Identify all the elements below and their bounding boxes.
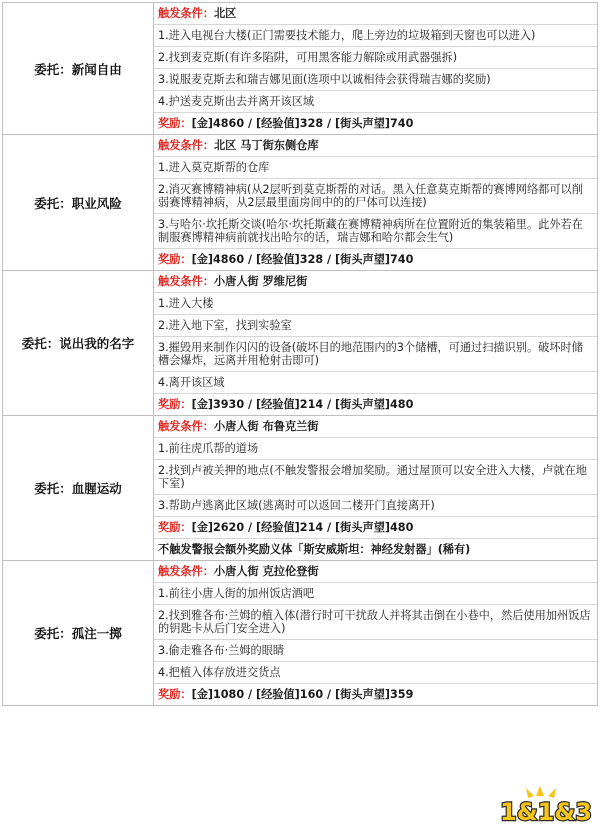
trigger-label: 触发条件： [158, 7, 214, 20]
extra-reward-note: 不触发警报会额外奖励义体「斯安威斯坦：神经发射器」(稀有) [158, 543, 471, 556]
reward-label: 奖励： [158, 398, 192, 411]
gig-row [3, 416, 598, 561]
gig-row [3, 271, 598, 416]
watermark-text: 1&1&3 [500, 798, 592, 826]
step: 3.偷走雅各布·兰姆的眼睛 [154, 640, 597, 662]
step: 1.前往虎爪帮的道场 [154, 438, 597, 460]
step: 1.进入电视台大楼(正门需要技术能力，爬上旁边的垃圾箱到天窗也可以进入) [154, 25, 597, 47]
gig-detail [154, 561, 598, 706]
reward-label: 奖励： [158, 521, 192, 534]
trigger-line [154, 416, 597, 438]
trigger-value: 北区 马丁街东侧仓库 [213, 139, 319, 152]
trigger-value: 小唐人街 罗维尼街 [213, 275, 308, 288]
step: 3.与哈尔·坎托斯交谈(哈尔·坎托斯藏在赛博精神病所在位置附近的集装箱里。此外若在制服赛博精神病前就找出哈尔的话，瑞吉娜和哈尔都会生气) [154, 214, 597, 249]
watermark-logo [498, 782, 594, 826]
step: 1.进入莫克斯帮的仓库 [154, 157, 597, 179]
gig-name: 委托：孤注一掷 [3, 561, 154, 706]
sun-rays-icon [526, 786, 556, 798]
gig-row [3, 3, 598, 135]
step: 4.把植入体存放进交货点 [154, 662, 597, 684]
step: 1.前往小唐人街的加州饭店酒吧 [154, 583, 597, 605]
step: 3.帮助卢逃离此区域(逃离时可以返回二楼开门直接离开) [154, 495, 597, 517]
reward-label: 奖励： [158, 253, 192, 266]
trigger-line [154, 135, 597, 157]
trigger-value: 小唐人街 布鲁克兰街 [213, 420, 319, 433]
reward-line [154, 113, 597, 134]
reward-value: [金]3930 / [经验值]214 / [街头声望]480 [191, 398, 414, 411]
step: 1.进入大楼 [154, 293, 597, 315]
gig-row [3, 561, 598, 706]
trigger-label: 触发条件： [158, 275, 214, 288]
gig-detail [154, 416, 598, 561]
gig-detail [154, 271, 598, 416]
gig-row [3, 135, 598, 271]
gig-detail [154, 135, 598, 271]
trigger-label: 触发条件： [158, 565, 214, 578]
step: 3.说服麦克斯去和瑞吉娜见面(选项中以诚相待会获得瑞吉娜的奖励) [154, 69, 597, 91]
step: 2.进入地下室，找到实验室 [154, 315, 597, 337]
gig-detail [154, 3, 598, 135]
step: 2.找到麦克斯(有许多陷阱，可用黑客能力解除或用武器强拆) [154, 47, 597, 69]
gig-name: 委托：说出我的名字 [3, 271, 154, 416]
reward-label: 奖励： [158, 688, 192, 701]
reward-line [154, 249, 597, 270]
step: 4.护送麦克斯出去并离开该区域 [154, 91, 597, 113]
step: 2.找到雅各布·兰姆的植入体(潜行时可干扰敌人并将其击倒在小巷中，然后使用加州饭店的钥匙卡从后门安全进入) [154, 605, 597, 640]
reward-value: [金]4860 / [经验值]328 / [街头声望]740 [191, 117, 414, 130]
gig-table [2, 2, 598, 706]
trigger-line [154, 3, 597, 25]
trigger-line [154, 561, 597, 583]
reward-value: [金]2620 / [经验值]214 / [街头声望]480 [191, 521, 414, 534]
step: 3.摧毁用来制作闪闪的设备(破坏目的地范围内的3个储槽，可通过扫描识别。破坏时储槽会爆炸，远离并用枪射击即可) [154, 337, 597, 372]
gig-name: 委托：血腥运动 [3, 416, 154, 561]
reward-line [154, 394, 597, 415]
reward-line [154, 684, 597, 705]
reward-value: [金]1080 / [经验值]160 / [街头声望]359 [191, 688, 414, 701]
gig-name: 委托：职业风险 [3, 135, 154, 271]
trigger-label: 触发条件： [158, 139, 214, 152]
gig-name: 委托：新闻自由 [3, 3, 154, 135]
reward-label: 奖励： [158, 117, 192, 130]
step: 2.消灭赛博精神病(从2层听到莫克斯帮的对话。黑入任意莫克斯帮的赛博网络都可以削弱赛博精神病，从2层最里面房间中的的尸体可以连接) [154, 179, 597, 214]
reward-value: [金]4860 / [经验值]328 / [街头声望]740 [191, 253, 414, 266]
reward-line [154, 517, 597, 539]
step: 2.找到卢被关押的地点(不触发警报会增加奖励。通过屋顶可以安全进入大楼，卢就在地下室) [154, 460, 597, 495]
trigger-label: 触发条件： [158, 420, 214, 433]
trigger-line [154, 271, 597, 293]
trigger-value: 北区 [213, 7, 237, 20]
trigger-value: 小唐人街 克拉伦登街 [213, 565, 319, 578]
step: 4.离开该区域 [154, 372, 597, 394]
